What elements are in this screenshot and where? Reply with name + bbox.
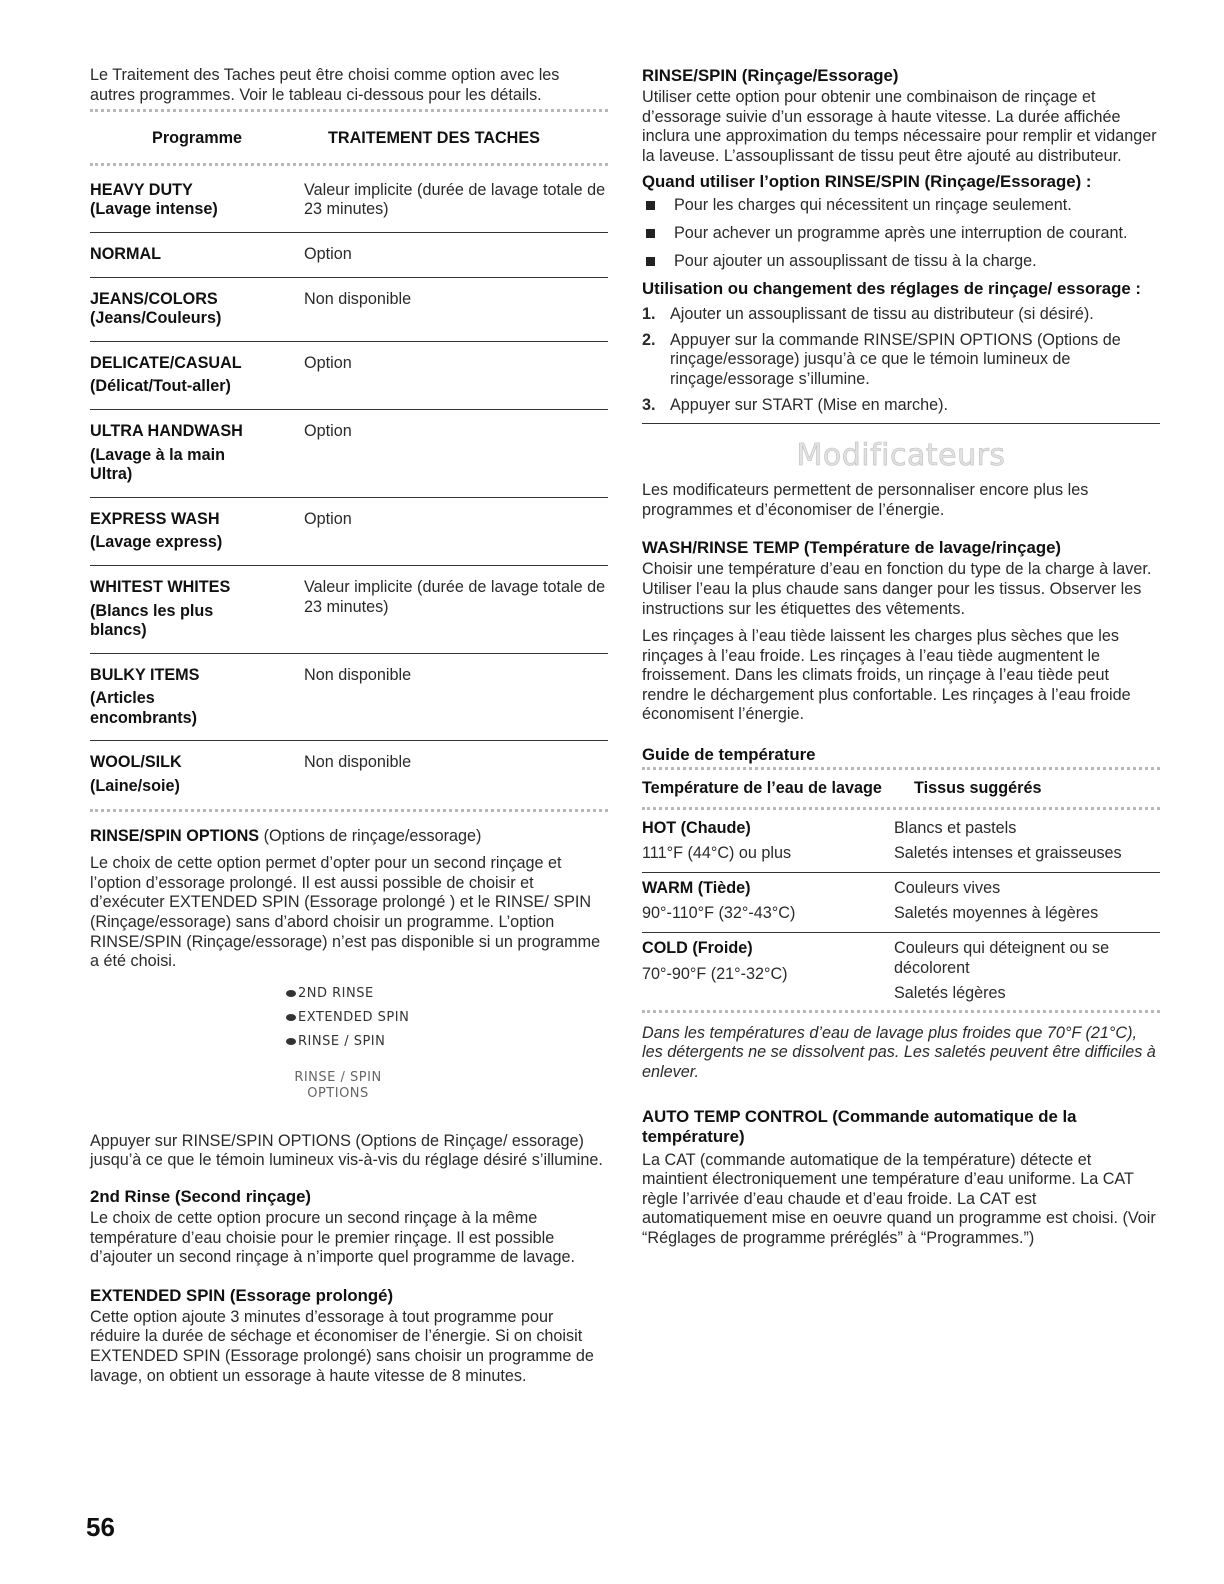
temperature-guide-table — [642, 773, 1160, 807]
treatment-value: Option — [304, 509, 352, 528]
page-number: 56 — [86, 1512, 115, 1542]
bullet-icon — [646, 257, 655, 266]
divider — [90, 809, 608, 815]
rinse-spin-options-button: RINSE / SPIN OPTIONS — [294, 1069, 382, 1101]
treatment-value: Option — [304, 353, 352, 372]
programme-name: NORMAL — [90, 244, 162, 263]
table-row — [90, 653, 608, 741]
rinse-options-text: Le choix de cette option permet d’opter pour un second rinçage et l’option d’essorage prolongé. Il est aussi possible de choisir et d’exécuter EXTENDED SPIN (Essorage prolongé ) et le RINSE/ SPIN (Rinçage/essorage) sans d’abord choisir un programme. L’option RINSE/SPIN (Rinçage/essorage) n’est pas disponible si un programme a été choisi. — [90, 854, 601, 971]
indicator-light-icon — [286, 1014, 296, 1021]
table-row — [90, 741, 608, 809]
press-instruction: Appuyer sur RINSE/SPIN OPTIONS (Options de Rinçage/ essorage) jusqu’à ce que le témoin lumineux vis-à-vis du réglage désiré s’illumine. — [90, 1131, 603, 1170]
second-rinse-heading: 2nd Rinse (Second rinçage) — [90, 1187, 311, 1206]
table-row — [90, 169, 608, 233]
stain-intro: Le Traitement des Taches peut être choisi comme option avec les autres programmes. Voir le tableau ci-dessous pour les détails. — [90, 66, 560, 104]
table-row — [90, 277, 608, 341]
panel-item-2nd-rinse: 2ND RINSE — [286, 982, 608, 1006]
temperature-guide-heading: Guide de température — [642, 745, 816, 765]
auto-temp-text: La CAT (commande automatique de la température) détecte et maintient électroniquement une température d’eau uniforme. La CAT règle l’arrivée d’eau chaude et d’eau froide. La CAT est automatiquement mise en oeuvre quand un programme est choisi. (Voir “Réglages de programme préréglés” à “Programmes.”) — [642, 1150, 1156, 1247]
modifiers-intro: Les modificateurs permettent de personnaliser encore plus les programmes et d’économiser de l’énergie. — [642, 481, 1089, 519]
programme-name: JEANS/COLORS — [90, 289, 218, 308]
list-item: Pour achever un programme après une interruption de courant. — [642, 224, 1160, 244]
table-row: HOT (Chaude) 111°F (44°C) ou plus Blancs et pastels Saletés intenses et graisseuses — [642, 813, 1160, 873]
left-column — [90, 66, 608, 1386]
step-item: 2. Appuyer sur la commande RINSE/SPIN OPTIONS (Options de rinçage/essorage) jusqu’à ce que le témoin lumineux de rinçage/essorage s’illumine. — [642, 330, 1121, 388]
treatment-value: Non disponible — [304, 665, 412, 684]
rinse-options-heading-sub: (Options de rinçage/essorage) — [259, 826, 482, 845]
programme-name: WHITEST WHITES — [90, 577, 231, 596]
cold-water-note: Dans les températures d’eau de lavage plus froides que 70°F (21°C), les détergents ne se dissolvent pas. Les saletés peuvent être difficiles à enlever. — [642, 1023, 1156, 1081]
programme-name: HEAVY DUTY — [90, 180, 193, 199]
treatment-value: Valeur implicite (durée de lavage totale de 23 minutes) — [304, 577, 606, 616]
usage-heading: Utilisation ou changement des réglages de rinçage/ essorage : — [642, 279, 1141, 299]
second-rinse-text: Le choix de cette option procure un second rinçage à la même température d’eau choisie pour le premier rinçage. Il est possible d’ajouter un second rinçage à n’importe quel programme de lavage. — [90, 1209, 576, 1267]
divider — [642, 423, 1160, 424]
programme-name: DELICATE/CASUAL — [90, 353, 242, 372]
treatment-value: Option — [304, 421, 352, 440]
table-row — [90, 565, 608, 653]
control-panel-illustration — [286, 982, 608, 1102]
treatment-value: Non disponible — [304, 753, 412, 772]
programme-sub: (Lavage intense) — [90, 200, 218, 219]
bullet-icon — [646, 229, 655, 238]
step-item: 3. Appuyer sur START (Mise en marche). — [642, 395, 948, 414]
rinse-options-heading: RINSE/SPIN OPTIONS — [90, 826, 260, 845]
wash-rinse-temp-text-1: Choisir une température d’eau en fonction du type de la charge à laver. Utiliser l’eau la plus chaude sans danger pour les tissus. Observer les instructions sur les étiquettes des vêtements. — [642, 560, 1152, 618]
panel-item-extended-spin: EXTENDED SPIN — [286, 1006, 608, 1030]
programme-sub: (Blancs les plus blancs) — [90, 601, 214, 640]
extended-spin-heading: EXTENDED SPIN (Essorage prolongé) — [90, 1285, 394, 1305]
header-programme: Programme — [152, 129, 242, 148]
step-item: 1. Ajouter un assouplissant de tissu au distributeur (si désiré). — [642, 305, 1094, 324]
indicator-light-icon — [286, 990, 296, 997]
modifiers-title: Modificateurs — [796, 438, 1006, 474]
programme-name: BULKY ITEMS — [90, 665, 200, 684]
header-temperature: Température de l’eau de lavage — [642, 779, 882, 798]
list-item: Pour les charges qui nécessitent un rinçage seulement. — [642, 196, 1160, 216]
header-stain: TRAITEMENT DES TACHES — [328, 129, 540, 148]
panel-item-rinse-spin: RINSE / SPIN — [286, 1030, 608, 1054]
bullet-icon — [646, 201, 655, 210]
table-header — [90, 115, 608, 163]
indicator-light-icon — [286, 1038, 296, 1045]
programme-sub: (Jeans/Couleurs) — [90, 309, 222, 328]
right-column — [642, 66, 1160, 1249]
treatment-value: Non disponible — [304, 289, 412, 308]
table-row: COLD (Froide) 70°-90°F (21°-32°C) Couleurs qui déteignent ou se décolorent Saletés légères — [642, 939, 1110, 1003]
rinse-spin-text: Utiliser cette option pour obtenir une combinaison de rinçage et d’essorage suivie d’un essorage à haute vitesse. La durée affichée inclura une approximation du temps nécessaire pour remplir et vidanger la laveuse. L’assouplissant de tissu peut être ajouté au distributeur. — [642, 88, 1157, 165]
wash-rinse-temp-heading: WASH/RINSE TEMP (Température de lavage/rinçage) — [642, 538, 1062, 558]
header-fabrics: Tissus suggérés — [914, 779, 1042, 798]
table-row — [90, 409, 608, 497]
programme-name: ULTRA HANDWASH — [90, 421, 243, 440]
table-row: WARM (Tiède) 90°-110°F (32°-43°C) Couleurs vives Saletés moyennes à légères — [642, 872, 1160, 932]
when-to-use-heading: Quand utiliser l’option RINSE/SPIN (Rinçage/Essorage) : — [642, 172, 1092, 192]
temperature-guide-body — [642, 813, 1160, 1010]
programme-name: EXPRESS WASH — [90, 509, 220, 528]
table-row — [90, 497, 608, 565]
list-item: Pour ajouter un assouplissant de tissu à la charge. — [642, 252, 1160, 272]
treatment-value: Option — [304, 244, 352, 263]
divider — [642, 1010, 1160, 1016]
programme-sub: (Laine/soie) — [90, 777, 180, 796]
auto-temp-heading: AUTO TEMP CONTROL (Commande automatique de la température) — [642, 1106, 1077, 1146]
table-row — [90, 232, 608, 277]
programme-sub: (Lavage à la main Ultra) — [90, 445, 225, 484]
table-row — [90, 341, 608, 409]
stain-treatment-table — [90, 115, 608, 163]
programme-sub: (Lavage express) — [90, 533, 223, 552]
rinse-spin-heading: RINSE/SPIN (Rinçage/Essorage) — [642, 66, 899, 85]
table-header — [642, 773, 1160, 807]
programme-sub: (Délicat/Tout-aller) — [90, 377, 231, 396]
wash-rinse-temp-text-2: Les rinçages à l’eau tiède laissent les charges plus sèches que les rinçages à l’eau froide. Les rinçages à l’eau tiède augmentent le froissement. Dans les climats froids, un rinçage à l’eau tiède peut rendre le déchargement plus confortable. Les rinçages à l’eau froide économisent l’énergie. — [642, 627, 1131, 724]
treatment-value: Valeur implicite (durée de lavage totale de 23 minutes) — [304, 180, 606, 219]
stain-table-body — [90, 169, 608, 809]
programme-sub: (Articles encombrants) — [90, 689, 198, 727]
extended-spin-text: Cette option ajoute 3 minutes d’essorage à tout programme pour réduire la durée de séchage et économiser de l’énergie. Si on choisit EXTENDED SPIN (Essorage prolongé) sans choisir un programme de lavage, on obtient un essorage à haute vitesse de 8 minutes. — [90, 1307, 594, 1385]
programme-name: WOOL/SILK — [90, 753, 182, 772]
rinse-options-heading-line — [90, 827, 608, 847]
